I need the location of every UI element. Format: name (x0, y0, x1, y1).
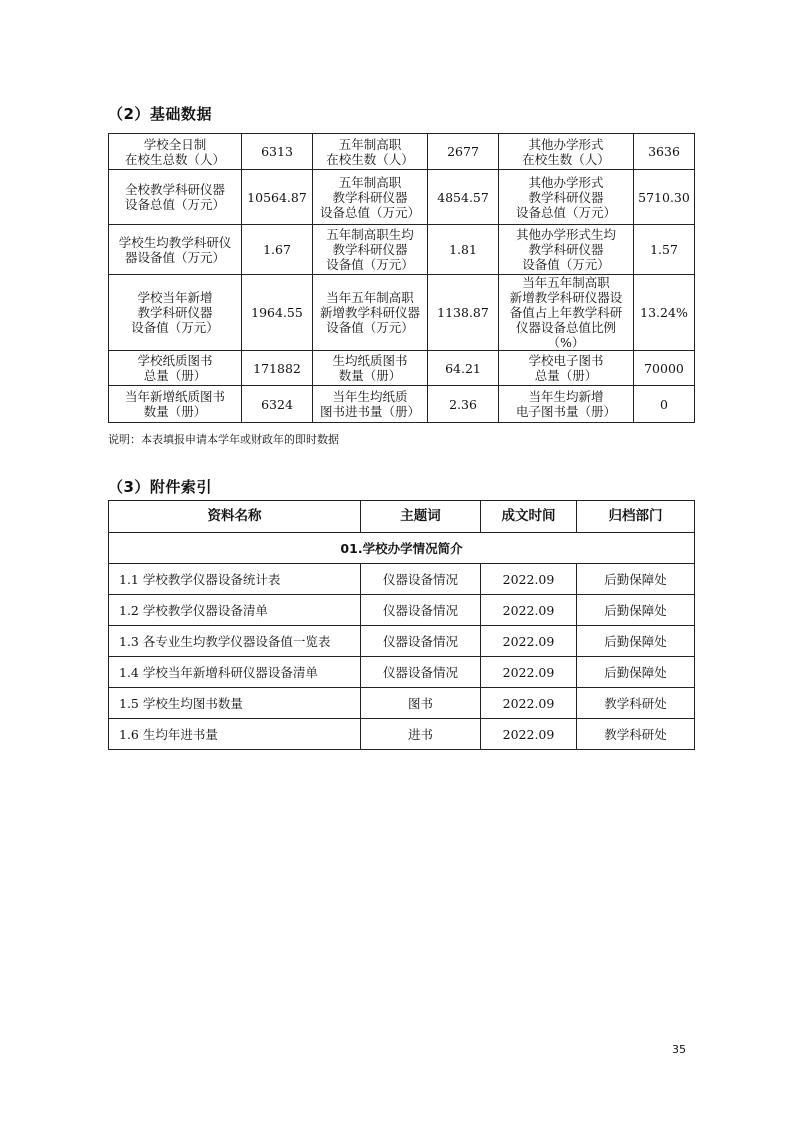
basic-data-value: 171882 (242, 351, 313, 386)
section-3-title: （3）附件索引 (108, 478, 212, 496)
basic-data-value: 13.24% (634, 275, 695, 351)
basic-data-row (109, 351, 695, 386)
basic-data-value: 2677 (428, 134, 499, 170)
annex-doc-name: 1.1 学校教学仪器设备统计表 (109, 564, 361, 595)
basic-data-label: 学校电子图书 总量（册） (499, 351, 634, 386)
basic-data-value: 6324 (242, 386, 313, 423)
annex-group-row (109, 533, 695, 564)
basic-data-value: 2.36 (428, 386, 499, 423)
annex-header-row (109, 501, 695, 533)
annex-department: 后勤保障处 (577, 564, 695, 595)
annex-date: 2022.09 (481, 626, 577, 657)
basic-data-value: 1.67 (242, 225, 313, 275)
basic-data-row (109, 170, 695, 225)
basic-data-label: 其他办学形式 在校生数（人） (499, 134, 634, 170)
page-number: 35 (672, 1043, 686, 1056)
basic-data-value: 64.21 (428, 351, 499, 386)
basic-data-label: 生均纸质图书 数量（册） (313, 351, 428, 386)
annex-keyword: 进书 (361, 719, 481, 750)
basic-data-value: 70000 (634, 351, 695, 386)
annex-index-table (108, 500, 695, 750)
annex-row (109, 595, 695, 626)
basic-data-value: 6313 (242, 134, 313, 170)
annex-department: 后勤保障处 (577, 595, 695, 626)
basic-data-value: 4854.57 (428, 170, 499, 225)
annex-keyword: 仪器设备情况 (361, 564, 481, 595)
header-keyword: 主题词 (361, 501, 481, 533)
annex-row (109, 688, 695, 719)
annex-keyword: 图书 (361, 688, 481, 719)
annex-doc-name: 1.3 各专业生均教学仪器设备值一览表 (109, 626, 361, 657)
header-name: 资料名称 (109, 501, 361, 533)
basic-data-value: 1964.55 (242, 275, 313, 351)
annex-doc-name: 1.5 学校生均图书数量 (109, 688, 361, 719)
annex-date: 2022.09 (481, 688, 577, 719)
annex-keyword: 仪器设备情况 (361, 626, 481, 657)
basic-data-label: 学校当年新增 教学科研仪器 设备值（万元） (109, 275, 242, 351)
basic-data-label: 全校教学科研仪器 设备总值（万元） (109, 170, 242, 225)
basic-data-label: 当年五年制高职 新增教学科研仪器设 备值占上年教学科研 仪器设备总值比例（%） (499, 275, 634, 351)
annex-department: 教学科研处 (577, 719, 695, 750)
basic-data-label: 学校全日制 在校生总数（人） (109, 134, 242, 170)
basic-data-value: 1.81 (428, 225, 499, 275)
basic-data-value: 10564.87 (242, 170, 313, 225)
basic-data-value: 1138.87 (428, 275, 499, 351)
annex-doc-name: 1.4 学校当年新增科研仪器设备清单 (109, 657, 361, 688)
basic-data-label: 其他办学形式 教学科研仪器 设备总值（万元） (499, 170, 634, 225)
annex-row (109, 657, 695, 688)
annex-department: 教学科研处 (577, 688, 695, 719)
basic-data-value: 3636 (634, 134, 695, 170)
annex-date: 2022.09 (481, 657, 577, 688)
basic-data-row (109, 386, 695, 423)
annex-department: 后勤保障处 (577, 657, 695, 688)
basic-data-label: 五年制高职 教学科研仪器 设备总值（万元） (313, 170, 428, 225)
annex-date: 2022.09 (481, 595, 577, 626)
annex-row (109, 564, 695, 595)
annex-date: 2022.09 (481, 564, 577, 595)
annex-doc-name: 1.6 生均年进书量 (109, 719, 361, 750)
basic-data-value: 1.57 (634, 225, 695, 275)
annex-row (109, 719, 695, 750)
basic-data-label: 当年新增纸质图书 数量（册） (109, 386, 242, 423)
basic-data-label: 五年制高职 在校生数（人） (313, 134, 428, 170)
annex-keyword: 仪器设备情况 (361, 595, 481, 626)
basic-data-label: 学校纸质图书 总量（册） (109, 351, 242, 386)
annex-row (109, 626, 695, 657)
basic-data-row (109, 275, 695, 351)
annex-group-title: 01.学校办学情况简介 (109, 533, 695, 564)
table-note: 说明：本表填报申请本学年或财政年的即时数据 (108, 433, 339, 446)
basic-data-label: 当年生均纸质 图书进书量（册） (313, 386, 428, 423)
basic-data-label: 五年制高职生均 教学科研仪器 设备值（万元） (313, 225, 428, 275)
basic-data-label: 当年生均新增 电子图书量（册） (499, 386, 634, 423)
basic-data-row (109, 225, 695, 275)
basic-data-value: 5710.30 (634, 170, 695, 225)
basic-data-row (109, 134, 695, 170)
header-date: 成文时间 (481, 501, 577, 533)
basic-data-label: 学校生均教学科研仪 器设备值（万元） (109, 225, 242, 275)
annex-keyword: 仪器设备情况 (361, 657, 481, 688)
annex-department: 后勤保障处 (577, 626, 695, 657)
header-department: 归档部门 (577, 501, 695, 533)
basic-data-label: 其他办学形式生均 教学科研仪器 设备值（万元） (499, 225, 634, 275)
section-2-title: （2）基础数据 (108, 105, 212, 123)
basic-data-label: 当年五年制高职 新增教学科研仪器 设备值（万元） (313, 275, 428, 351)
annex-date: 2022.09 (481, 719, 577, 750)
basic-data-value: 0 (634, 386, 695, 423)
basic-data-table (108, 133, 695, 423)
annex-doc-name: 1.2 学校教学仪器设备清单 (109, 595, 361, 626)
